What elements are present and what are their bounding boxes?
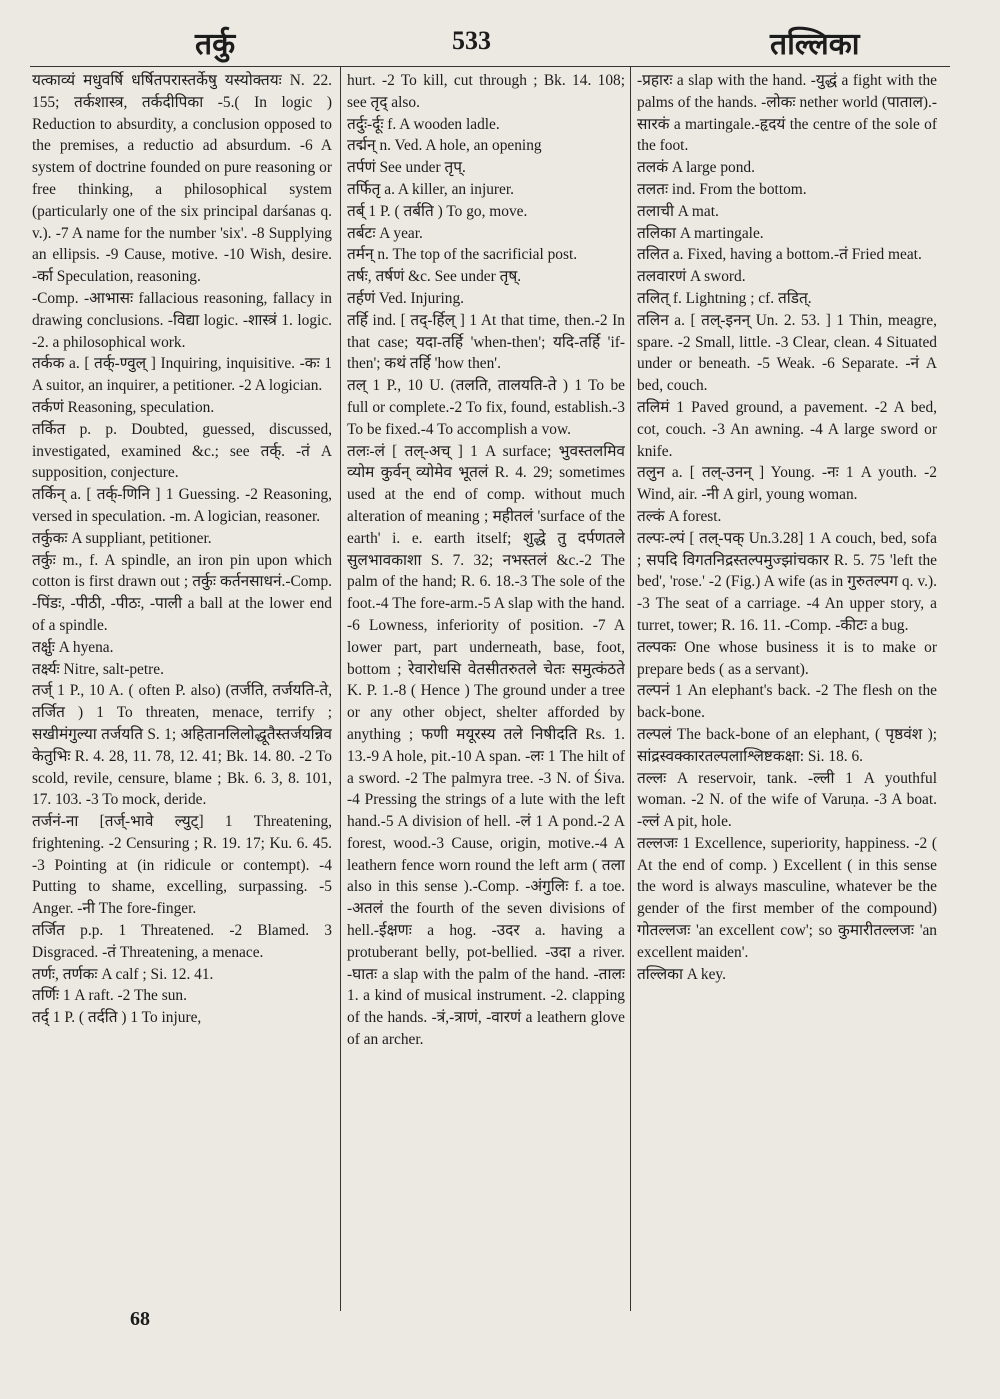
dictionary-entry: तल्पकः One whose business it is to make or prepare beds ( as a servant). [637,638,937,678]
column-divider-1 [340,66,341,1311]
column-3 [637,70,937,1319]
dictionary-entry: hurt. -2 To kill, cut through ; Bk. 14. 108; see तृद् also. [347,72,625,111]
dictionary-entry: तल्लिका A key. [637,965,726,983]
dictionary-entry: -प्रहारः a slap with the hand. -युद्धं a fight with the palms of the hands. -लोकः nether world (पाताल).-सारकं a martingale.-हृदयं the centre of the sole of the foot. [637,72,937,155]
column-divider-2 [630,66,631,1311]
dictionary-entry: तर्क्ष्यः Nitre, salt-petre. [32,660,164,678]
dictionary-entry: तर्कक a. [ तर्क्-ण्वुल् ] Inquiring, inquisitive. -कः 1 A suitor, an inquirer, a petitioner. -2 A logician. [32,355,332,395]
dictionary-entry: तर्जित p.p. 1 Threatened. -2 Blamed. 3 Disgraced. -तं Threatening, a menace. [32,922,332,961]
dictionary-entry: तर्ब् 1 P. ( तर्बति ) To go, move. [347,202,528,220]
dictionary-entry: तर्कुः m., f. A spindle, an iron pin upon which cotton is first drawn out ; तर्कुः कर्तनसाधनं.-Comp. -पिंडः, -पीठी, -पीठः, -पाली a ball at the lower end of a spindle. [32,551,332,634]
dictionary-entry: तर्णिः 1 A raft. -2 The sun. [32,987,187,1005]
header-rule [30,66,950,67]
right-guide-word: तल्लिका [770,27,860,62]
dictionary-entry: यत्काव्यं मधुवर्षि धर्षितपरास्तर्केषु यस्योक्तयः N. 22. 155; तर्कशास्त्र, तर्कदीपिका -5.( In logic ) Reduction to absurdity, a conclusion opposed to the premises, a reductio ad absurdum. -6 A system of doctrine founded on pure reasoning or free thinking, a philosophical system (particularly one of the six principal darśanas q. v.). -7 A name for the number 'six'. -8 Supplying an ellipsis. -9 Cause, motive. -10 Wish, desire. -र्का Speculation, reasoning. [32,72,332,286]
dictionary-entry: तलवारणं A sword. [637,268,746,286]
dictionary-entry: तलित् f. Lightning ; cf. तडित्. [637,289,812,307]
signature-mark: 68 [130,1308,150,1330]
dictionary-entry: तर्कुकः A suppliant, petitioner. [32,529,212,547]
dictionary-entry: तल्पनं 1 An elephant's back. -2 The flesh on the back-bone. [637,682,937,722]
dictionary-entry: तलाची A mat. [637,202,719,220]
dictionary-entry: तल्लजः 1 Excellence, superiority, happiness. -2 ( At the end of comp. ) Excellent ( in this sense the word is always masculine, whatever be the gender of the first member of the compound) गोतल्लजः 'an excellent cow'; so कुमारीतल्लजः 'an excellent maiden'. [637,834,937,961]
dictionary-entry: तलतः ind. From the bottom. [637,180,807,198]
column-2 [347,70,625,1319]
dictionary-entry: तर्षः, तर्षणं &c. See under तृष्. [347,268,522,286]
dictionary-entry: तल्पः-ल्पं [ तल्-पक् Un.3.28] 1 A couch, bed, sofa ; सपदि विगतनिद्रस्तल्पमुज्झांचकार R. 5. 75 'left the bed', 'rose.' -2 (Fig.) A wife (as in गुरुतल्पग q. v.). -3 The seat of a carriage. -4 An upper story, a turret, tower; R. 16. 11. -Comp. -कीटः a bug. [637,529,937,634]
dictionary-entry: तर्कणं Reasoning, speculation. [32,398,215,416]
dictionary-entry: तल् 1 P., 10 U. (तलति, तालयति-ते ) 1 To be full or complete.-2 To fix, found, establish.-3 To be fixed.-4 To accomplish a vow. [347,377,625,438]
dictionary-entry: तर्द् 1 P. ( तर्दति ) 1 To injure, [32,1009,202,1027]
left-guide-word: तर्कु [195,27,236,62]
dictionary-entry: तलिका A martingale. [637,224,764,242]
dictionary-entry: तर्पणं See under तृप्. [347,159,466,177]
dictionary-entry: तलकं A large pond. [637,159,755,177]
page-number: 533 [452,26,491,55]
dictionary-entry: तर्द्मन् n. Ved. A hole, an opening [347,137,542,155]
dictionary-entry: तर्कित p. p. Doubted, guessed, discussed, investigated, examined &c.; see तर्क्. -तं A supposition, conjecture. [32,420,332,482]
dictionary-entry: तलिन a. [ तल्-इनन् Un. 2. 53. ] 1 Thin, meagre, spare. -2 Small, little. -3 Clear, clean. 4 Situated under or beneath. -5 Weak. -6 Separate. -नं A bed, couch. [637,311,937,395]
column-1 [32,70,332,1319]
dictionary-entry: तलिमं 1 Paved ground, a pavement. -2 A bed, cot, couch. -3 An awning. -4 A large sword or knife. [637,398,937,460]
dictionary-entry: तल्पलं The back-bone of an elephant, ( पृष्ठवंश ); सांद्रस्वक्कारतल्पलाश्लिष्टकक्षा: Si. 18. 6. [637,725,937,765]
dictionary-entry: तर्जनं-ना [तर्ज्-भावे ल्युट्] 1 Threatening, frightening. -2 Censuring ; R. 19. 17; Ku. 6. 45. -3 Pointing at (in ridicule or contempt). -4 Putting to shame, excelling, surpassing. -5 Anger. -नी The fore-finger. [32,813,332,918]
dictionary-entry: तर्क्षुः A hyena. [32,638,114,656]
dictionary-entry: -Comp. -आभासः fallacious reasoning, fallacy in drawing conclusions. -विद्या logic. -शास्त्रं 1. logic. -2. a philosophical work. [32,289,332,351]
dictionary-entry: तल्कं A forest. [637,507,722,525]
dictionary-entry: तर्णः, तर्णकः A calf ; Si. 12. 41. [32,965,214,983]
dictionary-entry: तल्लः A reservoir, tank. -ल्ली 1 A youthful woman. -2 N. of the wife of Varuṇa. -3 A boat. -ल्लं A pit, hole. [637,769,937,831]
dictionary-entry: तर्किन् a. [ तर्क्-णिनि ] 1 Guessing. -2 Reasoning, versed in speculation. -m. A logician, reasoner. [32,486,332,525]
dictionary-entry: तर्फितृ a. A killer, an injurer. [347,180,514,198]
dictionary-entry: तर्हणं Ved. Injuring. [347,289,464,307]
dictionary-entry: तलित a. Fixed, having a bottom.-तं Fried meat. [637,246,922,264]
dictionary-entry: तर्मन् n. The top of the sacrificial post. [347,246,578,264]
dictionary-entry: तर्ज् 1 P., 10 A. ( often P. also) (तर्जति, तर्जयति-ते, तर्जित ) 1 To threaten, menace, terrify ; सखीमंगुल्या तर्जयति S. 1; अहितानलिलोद्धूतैस्तर्जयन्निव केतुभिः R. 4. 28, 11. 78, 12. 41; Bk. 14. 80. -2 To scold, revile, censure, blame ; Bk. 6. 3, 8. 101, 17. 103. -3 To mock, deride. [32,682,332,809]
dictionary-entry: तर्बटः A year. [347,224,423,242]
dictionary-entry: तलुन a. [ तल्-उनन् ] Young. -नः 1 A youth. -2 Wind, air. -नी A girl, young woman. [637,464,937,504]
dictionary-entry: तर्दुः-र्दूः f. A wooden ladle. [347,115,500,133]
dictionary-entry: तलः-लं [ तल्-अच् ] 1 A surface; भुवस्तलमिव व्योम कुर्वन् व्योमेव भूतलं R. 4. 29; sometimes used at the end of comp. without much alteration of meaning ; महीतलं 'surface of the earth' i. e. earth itself; शुद्धे तु दर्पणतले सुलभावकाशा S. 7. 32; नभस्तलं &c.-2 The palm of the hand; R. 6. 18.-3 The sole of the foot.-4 The fore-arm.-5 A slap with the hand. -6 Lowness, inferiority of position. -7 A lower part, part underneath, base, foot, bottom ; रेवारोधसि वेतसीतरुतले चेतः समुत्कंठते K. P. 1.-8 ( Hence ) The ground under a tree or any other object, shelter afforded by anything ; फणी मयूरस्य तले निषीदति Rs. 1. 13.-9 A hole, pit.-10 A span. -लः 1 The hilt of a sword. -2 The palmyra tree. -3 N. of Śiva. -4 Pressing the strings of a lute with the left hand.-5 A division of hell. -लं 1 A pond.-2 A forest, wood.-3 Cause, origin, motive.-4 A leathern fence worn round the left arm ( तला also in this sense ).-Comp. -अंगुलिः f. a toe. -अतलं the fourth of the seven divisions of hell.-ईक्षणः a hog. -उदर a. having a protuberant belly, pot-bellied. -उदा a river. -घातः a slap with the palm of the hand. -तालः 1. a kind of musical instrument. -2. clapping of the hands. -त्रं,-त्राणं, -वारणं a leathern glove of an archer. [347,442,625,1049]
dictionary-entry: तर्हि ind. [ तद्-र्हिल् ] 1 At that time, then.-2 In that case; यदा-तर्हि 'when-then'; यदि-तर्हि 'if-then'; कथं तर्हि 'how then'. [347,311,625,373]
